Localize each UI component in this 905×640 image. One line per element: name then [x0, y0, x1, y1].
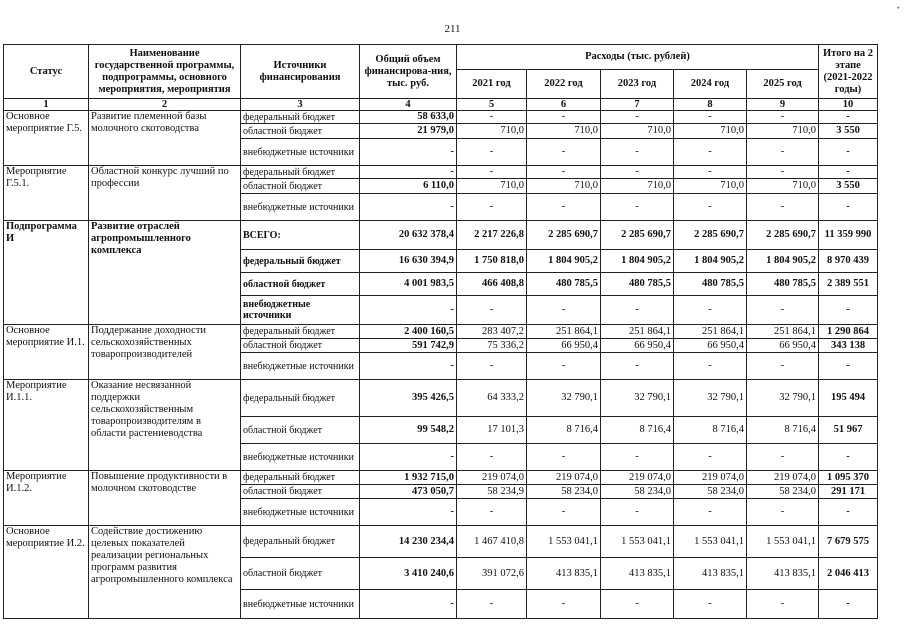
year-amount: - — [457, 166, 527, 179]
year-amount: 219 074,0 — [747, 471, 819, 485]
header-status: Статус — [4, 45, 89, 99]
funding-source: федеральный бюджет — [241, 471, 360, 485]
year-amount: 58 234,0 — [747, 485, 819, 499]
header-year: 2024 год — [674, 70, 747, 99]
year-amount: 283 407,2 — [457, 325, 527, 339]
row-name: Поддержание доходности сельскохозяйственных товаропроизводителей — [89, 325, 241, 380]
total-amount: 58 633,0 — [360, 111, 457, 124]
stage-total: 195 494 — [819, 380, 878, 417]
year-amount: - — [527, 139, 601, 166]
funding-source: ВСЕГО: — [241, 221, 360, 250]
row-status: Мероприятие И.1.2. — [4, 471, 89, 526]
table-row — [4, 526, 878, 558]
year-amount: 32 790,1 — [601, 380, 674, 417]
year-amount: 413 835,1 — [601, 558, 674, 590]
year-amount: 466 408,8 — [457, 273, 527, 296]
year-amount: - — [457, 296, 527, 325]
year-amount: 710,0 — [527, 124, 601, 139]
year-amount: - — [527, 590, 601, 619]
header-stage-total: Итого на 2 этапе (2021-2022 годы) — [819, 45, 878, 99]
row-status: Подпрограмма И — [4, 221, 89, 325]
stage-total: 1 290 864 — [819, 325, 878, 339]
funding-source: областной бюджет — [241, 179, 360, 194]
year-amount: - — [527, 111, 601, 124]
stage-total: 2 046 413 — [819, 558, 878, 590]
year-amount: 66 950,4 — [747, 339, 819, 353]
year-amount: 710,0 — [601, 124, 674, 139]
total-amount: - — [360, 444, 457, 471]
stage-total: 1 095 370 — [819, 471, 878, 485]
year-amount: 1 750 818,0 — [457, 250, 527, 273]
year-amount: - — [527, 353, 601, 380]
row-status: Основное мероприятие Г.5. — [4, 111, 89, 166]
budget-table — [3, 44, 878, 619]
stage-total: - — [819, 166, 878, 179]
funding-source: областной бюджет — [241, 124, 360, 139]
stage-total: - — [819, 499, 878, 526]
row-name: Областной конкурс лучший по профессии — [89, 166, 241, 221]
table-row — [4, 111, 878, 124]
year-amount: - — [601, 139, 674, 166]
row-status: Основное мероприятие И.1. — [4, 325, 89, 380]
funding-source: областной бюджет — [241, 273, 360, 296]
year-amount: 2 285 690,7 — [527, 221, 601, 250]
year-amount: - — [527, 296, 601, 325]
year-amount: 710,0 — [674, 179, 747, 194]
year-amount: 2 285 690,7 — [747, 221, 819, 250]
year-amount: 710,0 — [674, 124, 747, 139]
funding-source: внебюджетные источники — [241, 499, 360, 526]
row-name: Повышение продуктивности в молочном скотоводстве — [89, 471, 241, 526]
total-amount: - — [360, 139, 457, 166]
header-year: 2023 год — [601, 70, 674, 99]
stage-total: 11 359 990 — [819, 221, 878, 250]
year-amount: - — [747, 444, 819, 471]
column-number: 1 — [4, 99, 89, 111]
header-row-top — [4, 45, 878, 70]
year-amount: 2 217 226,8 — [457, 221, 527, 250]
stage-total: 3 550 — [819, 124, 878, 139]
year-amount: 1 804 905,2 — [747, 250, 819, 273]
row-status: Мероприятие Г.5.1. — [4, 166, 89, 221]
year-amount: 219 074,0 — [601, 471, 674, 485]
funding-source: областной бюджет — [241, 485, 360, 499]
year-amount: - — [527, 444, 601, 471]
year-amount: - — [457, 444, 527, 471]
year-amount: 480 785,5 — [674, 273, 747, 296]
stage-total: - — [819, 139, 878, 166]
column-number: 2 — [89, 99, 241, 111]
total-amount: - — [360, 499, 457, 526]
year-amount: - — [674, 111, 747, 124]
year-amount: 2 285 690,7 — [601, 221, 674, 250]
header-name: Наименование государственной программы, подпрограммы, основного мероприятия, мероприятия — [89, 45, 241, 99]
header-total: Общий объем финансирова-ния, тыс. руб. — [360, 45, 457, 99]
year-amount: - — [601, 194, 674, 221]
year-amount: - — [527, 194, 601, 221]
budget-table-sheet — [3, 44, 878, 619]
year-amount: - — [747, 499, 819, 526]
stage-total: - — [819, 590, 878, 619]
year-amount: - — [674, 444, 747, 471]
total-amount: - — [360, 166, 457, 179]
table-row — [4, 221, 878, 250]
year-amount: 8 716,4 — [674, 417, 747, 444]
year-amount: - — [457, 139, 527, 166]
year-amount: - — [527, 166, 601, 179]
year-amount: - — [674, 590, 747, 619]
total-amount: 6 110,0 — [360, 179, 457, 194]
row-status: Мероприятие И.1.1. — [4, 380, 89, 471]
stage-total: - — [819, 111, 878, 124]
funding-source: федеральный бюджет — [241, 166, 360, 179]
column-number: 5 — [457, 99, 527, 111]
year-amount: - — [747, 194, 819, 221]
year-amount: 32 790,1 — [674, 380, 747, 417]
row-name: Развитие отраслей агропромышленного комплекса — [89, 221, 241, 325]
stage-total: 7 679 575 — [819, 526, 878, 558]
total-amount: - — [360, 296, 457, 325]
total-amount: 21 979,0 — [360, 124, 457, 139]
year-amount: - — [747, 139, 819, 166]
year-amount: - — [674, 499, 747, 526]
year-amount: - — [674, 139, 747, 166]
funding-source: федеральный бюджет — [241, 250, 360, 273]
row-name: Оказание несвязанной поддержки сельскохозяйственным товаропроизводителям в области растениеводства — [89, 380, 241, 471]
total-amount: - — [360, 194, 457, 221]
year-amount: - — [601, 166, 674, 179]
page-number: 211 — [444, 23, 461, 35]
year-amount: 480 785,5 — [747, 273, 819, 296]
funding-source: федеральный бюджет — [241, 111, 360, 124]
total-amount: 473 050,7 — [360, 485, 457, 499]
year-amount: 8 716,4 — [601, 417, 674, 444]
funding-source: федеральный бюджет — [241, 380, 360, 417]
header-year: 2022 год — [527, 70, 601, 99]
total-amount: 99 548,2 — [360, 417, 457, 444]
year-amount: 1 804 905,2 — [527, 250, 601, 273]
year-amount: 710,0 — [747, 179, 819, 194]
year-amount: 710,0 — [601, 179, 674, 194]
year-amount: - — [527, 499, 601, 526]
year-amount: - — [457, 499, 527, 526]
year-amount: 2 285 690,7 — [674, 221, 747, 250]
year-amount: 32 790,1 — [747, 380, 819, 417]
year-amount: 251 864,1 — [527, 325, 601, 339]
year-amount: 219 074,0 — [457, 471, 527, 485]
year-amount: 413 835,1 — [747, 558, 819, 590]
table-body — [4, 111, 878, 619]
total-amount: 1 932 715,0 — [360, 471, 457, 485]
stage-total: 343 138 — [819, 339, 878, 353]
year-amount: 1 553 041,1 — [527, 526, 601, 558]
year-amount: - — [747, 353, 819, 380]
year-amount: 391 072,6 — [457, 558, 527, 590]
year-amount: 66 950,4 — [601, 339, 674, 353]
funding-source: внебюджетные источники — [241, 590, 360, 619]
year-amount: 17 101,3 — [457, 417, 527, 444]
funding-source: внебюджетные источники — [241, 353, 360, 380]
stage-total: 8 970 439 — [819, 250, 878, 273]
year-amount: 1 467 410,8 — [457, 526, 527, 558]
year-amount: - — [747, 296, 819, 325]
total-amount: 16 630 394,9 — [360, 250, 457, 273]
year-amount: - — [674, 166, 747, 179]
year-amount: - — [747, 590, 819, 619]
stage-total: 2 389 551 — [819, 273, 878, 296]
header-expenses: Расходы (тыс. рублей) — [457, 45, 819, 70]
row-status: Основное мероприятие И.2. — [4, 526, 89, 619]
funding-source: внебюджетные источники — [241, 444, 360, 471]
year-amount: 480 785,5 — [601, 273, 674, 296]
year-amount: - — [601, 590, 674, 619]
year-amount: 64 333,2 — [457, 380, 527, 417]
total-amount: 20 632 378,4 — [360, 221, 457, 250]
total-amount: 3 410 240,6 — [360, 558, 457, 590]
year-amount: 710,0 — [527, 179, 601, 194]
funding-source: внебюджетные источники — [241, 296, 360, 325]
year-amount: 1 804 905,2 — [601, 250, 674, 273]
year-amount: 8 716,4 — [747, 417, 819, 444]
year-amount: - — [674, 194, 747, 221]
funding-source: федеральный бюджет — [241, 325, 360, 339]
year-amount: 1 553 041,1 — [674, 526, 747, 558]
stage-total: 3 550 — [819, 179, 878, 194]
year-amount: 480 785,5 — [527, 273, 601, 296]
stage-total: - — [819, 353, 878, 380]
year-amount: 710,0 — [457, 124, 527, 139]
funding-source: областной бюджет — [241, 417, 360, 444]
column-number: 8 — [674, 99, 747, 111]
stage-total: - — [819, 296, 878, 325]
header-year: 2025 год — [747, 70, 819, 99]
year-amount: 251 864,1 — [674, 325, 747, 339]
year-amount: 8 716,4 — [527, 417, 601, 444]
year-amount: - — [747, 166, 819, 179]
year-amount: 58 234,9 — [457, 485, 527, 499]
year-amount: - — [457, 353, 527, 380]
funding-source: внебюджетные источники — [241, 194, 360, 221]
stage-total: - — [819, 444, 878, 471]
table-row — [4, 166, 878, 179]
year-amount: 251 864,1 — [601, 325, 674, 339]
total-amount: - — [360, 353, 457, 380]
column-number: 6 — [527, 99, 601, 111]
total-amount: 395 426,5 — [360, 380, 457, 417]
year-amount: 710,0 — [747, 124, 819, 139]
total-amount: 14 230 234,4 — [360, 526, 457, 558]
year-amount: - — [601, 444, 674, 471]
total-amount: 4 001 983,5 — [360, 273, 457, 296]
year-amount: 413 835,1 — [674, 558, 747, 590]
year-amount: 58 234,0 — [601, 485, 674, 499]
year-amount: - — [457, 194, 527, 221]
stage-total: 51 967 — [819, 417, 878, 444]
year-amount: 58 234,0 — [527, 485, 601, 499]
year-amount: 219 074,0 — [527, 471, 601, 485]
year-amount: - — [601, 353, 674, 380]
year-amount: 1 804 905,2 — [674, 250, 747, 273]
year-amount: 413 835,1 — [527, 558, 601, 590]
year-amount: - — [457, 590, 527, 619]
year-amount: - — [457, 111, 527, 124]
column-number: 3 — [241, 99, 360, 111]
year-amount: 66 950,4 — [527, 339, 601, 353]
year-amount: - — [601, 111, 674, 124]
year-amount: 32 790,1 — [527, 380, 601, 417]
year-amount: 251 864,1 — [747, 325, 819, 339]
row-name: Развитие племенной базы молочного скотоводства — [89, 111, 241, 166]
funding-source: внебюджетные источники — [241, 139, 360, 166]
year-amount: - — [674, 296, 747, 325]
funding-source: федеральный бюджет — [241, 526, 360, 558]
year-amount: 219 074,0 — [674, 471, 747, 485]
year-amount: 58 234,0 — [674, 485, 747, 499]
column-number-row — [4, 99, 878, 111]
funding-source: областной бюджет — [241, 558, 360, 590]
total-amount: 2 400 160,5 — [360, 325, 457, 339]
total-amount: 591 742,9 — [360, 339, 457, 353]
year-amount: - — [601, 499, 674, 526]
funding-source: областной бюджет — [241, 339, 360, 353]
table-row — [4, 325, 878, 339]
header-sources: Источники финансирования — [241, 45, 360, 99]
stage-total: - — [819, 194, 878, 221]
year-amount: - — [674, 353, 747, 380]
row-name: Содействие достижению целевых показателей реализации региональных программ развития агропромышленного комплекса — [89, 526, 241, 619]
year-amount: 710,0 — [457, 179, 527, 194]
column-number: 7 — [601, 99, 674, 111]
corner-mark: · — [895, 0, 901, 17]
table-row — [4, 380, 878, 417]
column-number: 9 — [747, 99, 819, 111]
year-amount: 66 950,4 — [674, 339, 747, 353]
year-amount: 1 553 041,1 — [601, 526, 674, 558]
year-amount: - — [601, 296, 674, 325]
column-number: 4 — [360, 99, 457, 111]
total-amount: - — [360, 590, 457, 619]
year-amount: - — [747, 111, 819, 124]
year-amount: 1 553 041,1 — [747, 526, 819, 558]
header-year: 2021 год — [457, 70, 527, 99]
year-amount: 75 336,2 — [457, 339, 527, 353]
stage-total: 291 171 — [819, 485, 878, 499]
column-number: 10 — [819, 99, 878, 111]
table-row — [4, 471, 878, 485]
